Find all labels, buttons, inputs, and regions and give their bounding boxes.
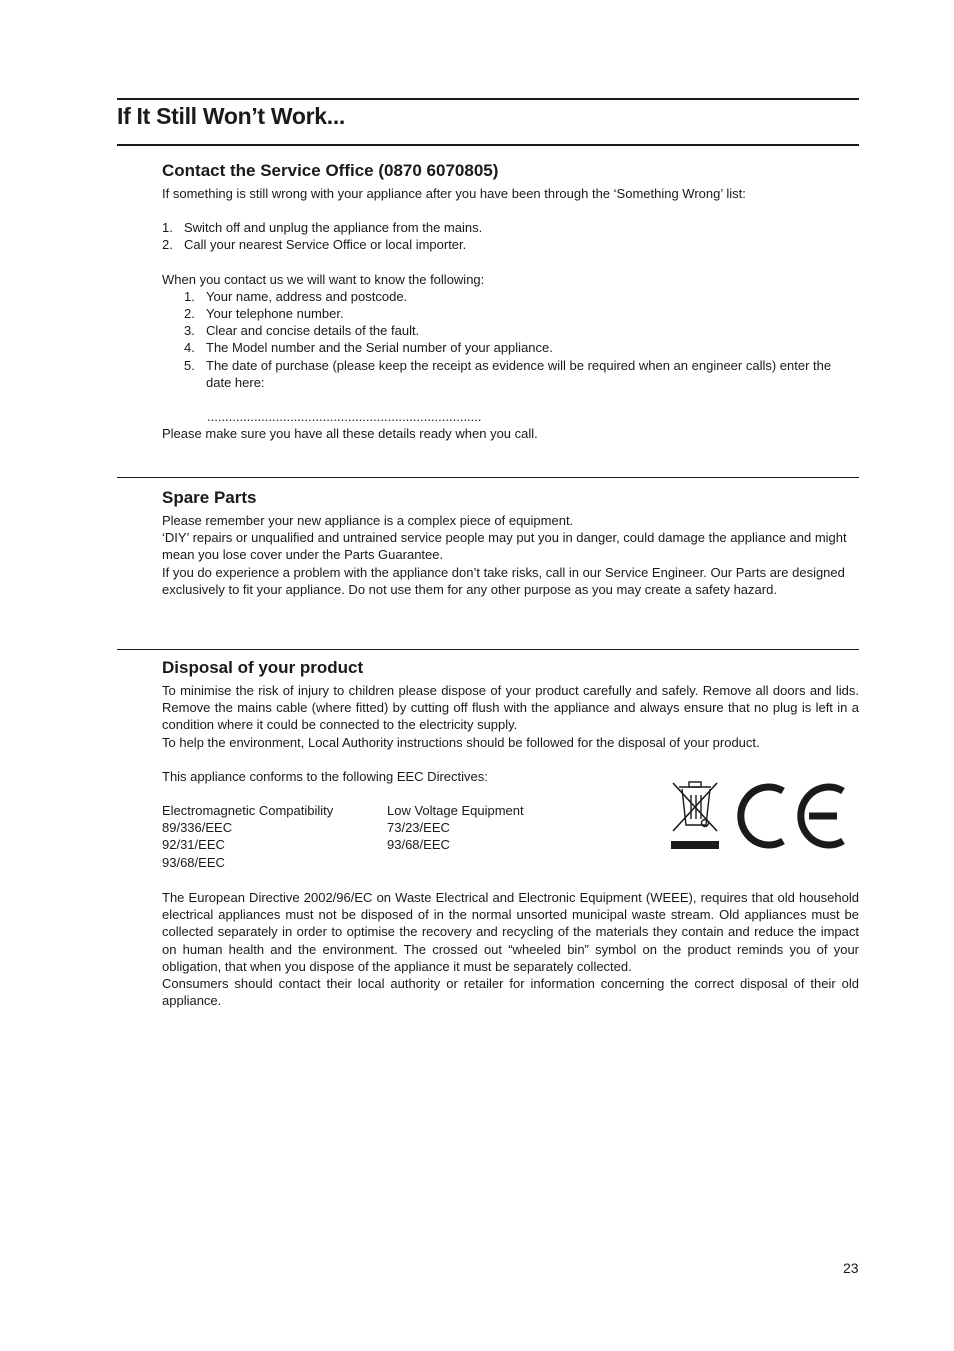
- page-title: If It Still Won’t Work...: [117, 103, 346, 129]
- weee-paragraph: Consumers should contact their local authority or retailer for information concerning the correct disposal of their old appliance.: [162, 976, 859, 1009]
- directives-intro: This appliance conforms to the following EEC Directives:: [162, 768, 488, 784]
- list-item: 1. Switch off and unplug the appliance from the mains.: [162, 220, 483, 236]
- date-entry-line: ............................................................................: [207, 409, 482, 425]
- contact-details-list: [162, 288, 859, 391]
- contact-know-intro: When you contact us we will want to know the following:: [162, 271, 485, 287]
- contact-intro: If something is still wrong with your appliance after you have been through the ‘Something Wrong’ list:: [162, 186, 746, 201]
- spare-parts-paragraph: ‘DIY’ repairs or unqualified and untrained service people may put you in danger, could damage the appliance and might mean you lose cover under the Parts Guarantee.: [162, 530, 847, 563]
- emc-directives: [162, 802, 333, 871]
- spare-parts-paragraph: Please remember your new appliance is a complex piece of equipment.: [162, 513, 574, 528]
- compliance-symbols: [669, 779, 849, 855]
- list-item: 5. The date of purchase (please keep the receipt as evidence will be required when an engineer calls) enter the date here:: [184, 357, 832, 390]
- disposal-paragraph: To help the environment, Local Authority instructions should be followed for the disposal of your product.: [162, 734, 760, 750]
- list-item: 3. Clear and concise details of the fault.: [184, 323, 420, 339]
- directive-code: 73/23/EEC: [387, 820, 450, 836]
- directive-code: 93/68/EEC: [387, 837, 450, 853]
- directive-code: 89/336/EEC: [162, 820, 233, 836]
- disposal-heading: Disposal of your product: [162, 658, 364, 677]
- directive-code: 93/68/EEC: [162, 854, 225, 870]
- ce-mark-icon: [741, 787, 843, 845]
- list-item: 4. The Model number and the Serial number of your appliance.: [184, 340, 553, 356]
- section-divider: [117, 649, 859, 650]
- list-item: 2. Call your nearest Service Office or local importer.: [162, 237, 467, 253]
- spare-parts-paragraph: If you do experience a problem with the appliance don’t take risks, call in our Service Engineer. Our Parts are designed exclusively to fit your appliance. Do not use them for any other purpose as you may create a safety hazard.: [162, 564, 845, 597]
- contact-steps-list: [162, 219, 859, 253]
- crossed-wheeled-bin-icon: [671, 782, 719, 849]
- contact-heading: Contact the Service Office (0870 6070805): [162, 161, 499, 180]
- title-top-rule: [117, 98, 859, 100]
- weee-paragraph: The European Directive 2002/96/EC on Waste Electrical and Electronic Equipment (WEEE), requires that old household electrical appliances must not be disposed of in the normal unsorted municipal waste stream. Old appliances must be collected separately in order to optimise the recovery and recycling of the materials they contain and reduce the impact on human health and the environment. The crossed out “wheeled bin” symbol on the product reminds you of your obligation, that when you dispose of the appliance it must be separately collected.: [162, 890, 859, 974]
- disposal-paragraph: To minimise the risk of injury to children please dispose of your product carefully and safely. Remove all doors and lids. Remove the mains cable (where fitted) by cutting off flush with the appliance and always ensure that no plug is left in a condition where it could be connected to the electricity supply.: [162, 683, 859, 733]
- title-bottom-rule: [117, 144, 859, 146]
- lve-directives: [387, 802, 524, 854]
- directives-block: [162, 802, 859, 872]
- lve-title: Low Voltage Equipment: [387, 803, 524, 819]
- directive-code: 92/31/EEC: [162, 837, 225, 853]
- spare-parts-heading: Spare Parts: [162, 488, 257, 507]
- emc-title: Electromagnetic Compatibility: [162, 803, 334, 819]
- compliance-symbols-svg: [669, 779, 849, 851]
- page-number: 23: [843, 1260, 859, 1276]
- disposal-section: [162, 658, 859, 1009]
- contact-section: [162, 161, 859, 442]
- list-item: 2. Your telephone number.: [184, 306, 344, 322]
- section-divider: [117, 477, 859, 478]
- list-item: 1. Your name, address and postcode.: [184, 288, 408, 304]
- contact-closing: Please make sure you have all these details ready when you call.: [162, 426, 538, 442]
- spare-parts-section: [162, 488, 859, 598]
